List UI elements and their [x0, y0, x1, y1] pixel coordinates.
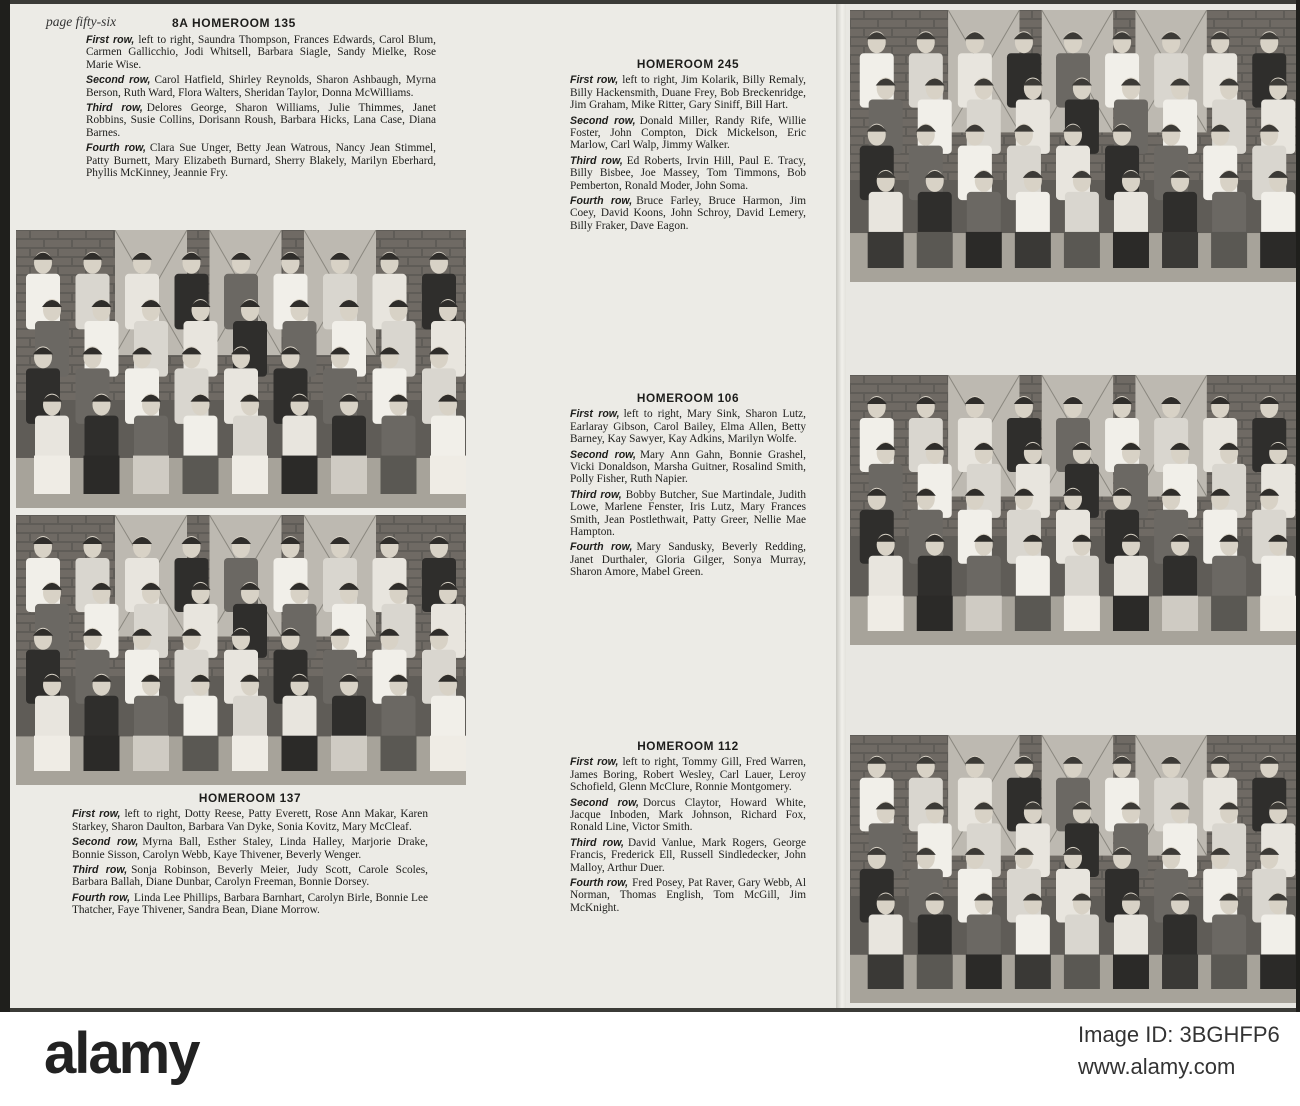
image-id-label: Image ID: 3BGHFP6	[1078, 1022, 1280, 1047]
caption-row: Fourth row, Bruce Farley, Bruce Harmon, Jim Coey, David Koons, John Schroy, David Lemery, Billy Fraker, Dave Eagon.	[570, 195, 806, 232]
alamy-logo: alamy	[44, 1021, 199, 1086]
homeroom-106-photo	[850, 375, 1296, 645]
homeroom-245-title: HOMEROOM 245	[636, 57, 740, 71]
caption-row: First row, left to right, Dotty Reese, Patty Everett, Rose Ann Makar, Karen Starkey, Sharon Daulton, Barbara Van Dyke, Sonia Kovitz, Mary McCleaf.	[72, 808, 428, 833]
caption-row: First row, left to right, Jim Kolarik, Billy Remaly, Billy Hackensmith, Duane Frey, Bob Breckenridge, Jim Graham, Mike Ritter, Gary Siniff, Bill Hart.	[570, 74, 806, 112]
class-photo-graphic	[850, 10, 1296, 282]
caption-row: Second row, Donald Miller, Randy Rife, Willie Foster, John Compton, Dick Mickelson, Eric Marlow, Carl Walp, Jimmy Walker.	[570, 114, 806, 152]
homeroom-137-caption	[72, 792, 428, 920]
caption-row: Third row, Sonja Robinson, Beverly Meier, Judy Scott, Carole Scoles, Barbara Ballah, Diane Dunbar, Carolyn Freeman, Bonnie Dorsey.	[72, 864, 428, 889]
homeroom-106-caption	[570, 392, 806, 582]
class-photo-graphic	[850, 375, 1296, 645]
page-gutter	[836, 4, 846, 1008]
caption-row: Second row, Carol Hatfield, Shirley Reynolds, Sharon Ashbaugh, Myrna Berson, Ruth Ward, Flora Walters, Sheridan Taylor, Donna McWilliams.	[86, 74, 436, 99]
caption-row: Third row, Ed Roberts, Irvin Hill, Paul E. Tracy, Billy Bisbee, Joe Massey, Tom Timmons, Bob Pemberton, Ronald Moder, John Soma.	[570, 154, 806, 192]
caption-row: First row, left to right, Saundra Thompson, Frances Edwards, Carol Blum, Carmen Gallicchio, Jodi Whitsell, Barbara Siagle, Sandy Mielke, Rose Marie Wise.	[86, 34, 436, 71]
caption-row: First row, left to right, Mary Sink, Sharon Lutz, Earlaray Gibson, Carol Bailey, Elma Allen, Betty Barney, Kay Sawyer, Kay Adkins, Marilyn Wolfe.	[570, 408, 806, 446]
caption-row: Third row, Bobby Butcher, Sue Martindale, Judith Lowe, Marlene Fenster, Iris Lutz, Mary Frances Smith, Jean Postlethwait, Patty Greer, Nellie Mae Hampton.	[570, 488, 806, 539]
caption-row: Fourth row, Fred Posey, Pat Raver, Gary Webb, Al Norman, Thomas English, Tom McGill, Jim McKnight.	[570, 877, 806, 914]
homeroom-106-title: HOMEROOM 106	[636, 391, 740, 405]
caption-row: Second row, Dorcus Claytor, Howard White, Jacque Inboden, Mark Johnson, Richard Fox, Ronald Line, Victor Smith.	[570, 796, 806, 834]
homeroom-245-caption	[570, 58, 806, 235]
page-number: page fifty-six	[46, 14, 117, 29]
caption-row: Fourth row, Clara Sue Unger, Betty Jean Watrous, Nancy Jean Stimmel, Patty Burnett, Mary Elizabeth Burnard, Sherry Blakely, Marilyn Eberhard, Phyllis McKinney, Jeannie Fry.	[86, 142, 436, 180]
homeroom-112-caption	[570, 740, 806, 917]
caption-row: First row, left to right, Tommy Gill, Fred Warren, James Boring, Robert Wesley, Carl Lauer, Leroy Schofield, Glenn McClure, Ronnie Montgomery.	[570, 756, 806, 794]
class-photo-graphic	[16, 515, 466, 785]
homeroom-137-title: HOMEROOM 137	[198, 791, 302, 805]
caption-row: Third row, Delores George, Sharon Williams, Julie Thimmes, Janet Robbins, Susie Collins, Dorisann Roush, Barbara Hicks, Lana Case, Diana Barnes.	[86, 102, 436, 139]
left-binding-edge	[0, 0, 10, 1012]
homeroom-112-title: HOMEROOM 112	[637, 739, 739, 753]
homeroom-135-caption	[86, 34, 436, 182]
homeroom-112-photo	[850, 735, 1296, 1003]
class-photo-graphic	[850, 735, 1296, 1003]
caption-row: Second row, Myrna Ball, Esther Staley, Linda Halley, Marjorie Drake, Bonnie Sisson, Carolyn Webb, Kaye Thivener, Beverly Wenger.	[72, 836, 428, 861]
caption-row: Fourth row, Mary Sandusky, Beverly Redding, Janet Durthaler, Gloria Gilger, Sonya Murray, Sharon Amore, Mabel Green.	[570, 541, 806, 579]
stock-url-label: www.alamy.com	[1078, 1054, 1236, 1079]
caption-row: Second row, Mary Ann Gahn, Bonnie Grashel, Vicki Donaldson, Marsha Guitner, Rosalind Smith, Polly Fisher, Ruth Napier.	[570, 448, 807, 486]
homeroom-135-title: 8A HOMEROOM 135	[172, 16, 296, 30]
right-edge	[1296, 0, 1300, 1012]
homeroom-137-photo	[16, 515, 466, 785]
caption-row: Third row, David Vanlue, Mark Rogers, George Francis, Frederick Ell, Russell Sindledecker, John Malloy, Arthur Duer.	[570, 836, 806, 874]
homeroom-245-photo	[850, 10, 1296, 282]
class-photo-graphic	[16, 230, 466, 508]
homeroom-135-photo	[16, 230, 466, 508]
caption-row: Fourth row, Linda Lee Phillips, Barbara Barnhart, Carolyn Birle, Bonnie Lee Thatcher, Faye Thivener, Sandra Bean, Diane Morrow.	[72, 891, 428, 917]
